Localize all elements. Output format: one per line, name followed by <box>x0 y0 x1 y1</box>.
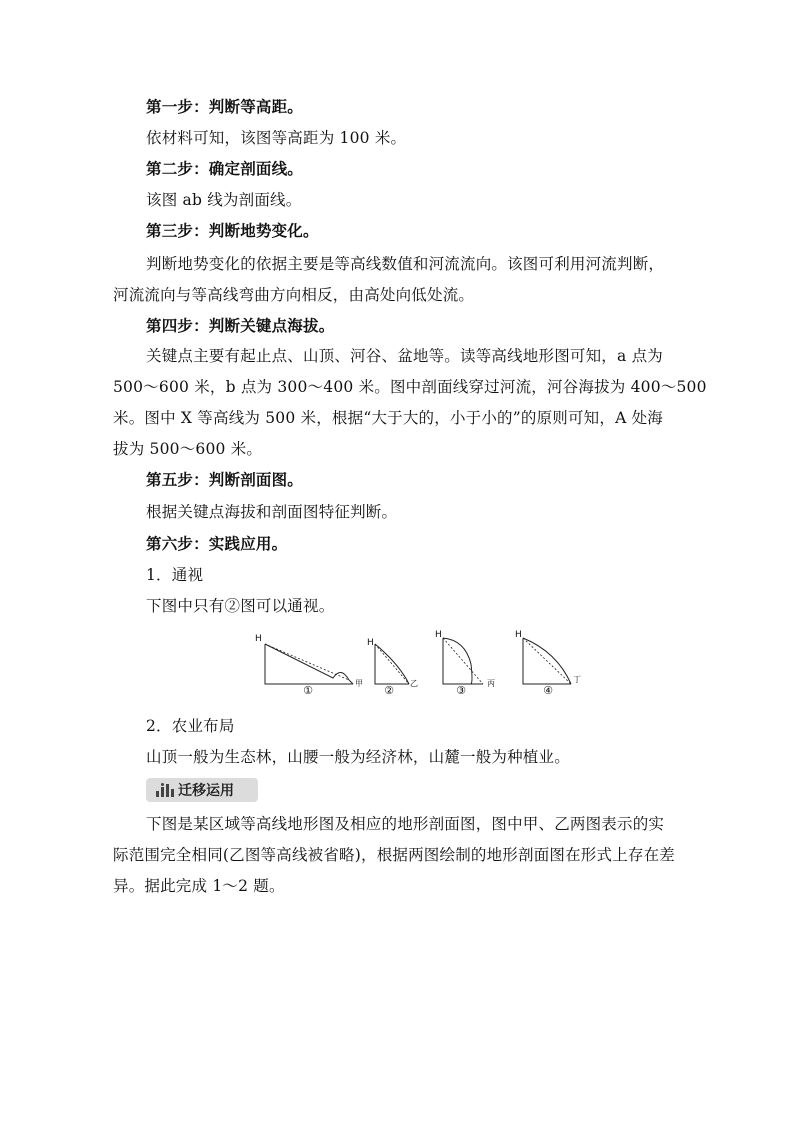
paragraph-line: 下图是某区域等高线地形图及相应的地形剖面图，图中甲、乙两图表示的实 <box>146 815 665 833</box>
figure-caption: ③ <box>456 684 466 697</box>
paragraph-line: 判断地势变化的依据主要是等高线数值和河流流向。该图可利用河流判断， <box>146 255 665 273</box>
figure-end-label: 丁 <box>573 675 581 684</box>
paragraph-line: 关键点主要有起止点、山顶、河谷、盆地等。读等高线地形图可知，a 点为 <box>146 347 663 365</box>
profile-figure-1 <box>253 630 363 700</box>
transfer-practice-badge <box>146 778 258 802</box>
bar-chart-icon <box>156 783 174 797</box>
step-3-heading: 第三步：判断地势变化。 <box>146 221 319 240</box>
paragraph-line: 河流流向与等高线弯曲方向相反，由高处向低处流。 <box>113 286 475 304</box>
paragraph-line: 根据关键点海拔和剖面图特征判断。 <box>146 503 398 521</box>
step-1-heading: 第一步：判断等高距。 <box>146 97 304 116</box>
profile-figures <box>253 630 583 700</box>
figure-caption: ④ <box>543 684 553 697</box>
figure-end-label: 丙 <box>487 679 495 688</box>
step-4-heading: 第四步：判断关键点海拔。 <box>146 316 335 335</box>
profile-figure-3 <box>431 630 495 700</box>
figure-h-label: H <box>435 630 442 640</box>
paragraph-line: 下图中只有②图可以通视。 <box>146 597 335 615</box>
paragraph-line: 依材料可知，该图等高距为 100 米。 <box>146 129 407 147</box>
figure-caption: ① <box>303 684 313 697</box>
profile-figure-2 <box>363 630 418 700</box>
paragraph-line: 山顶一般为生态林，山腰一般为经济林，山麓一般为种植业。 <box>146 748 570 766</box>
paragraph-line: 拔为 500～600 米。 <box>113 440 263 458</box>
paragraph-line: 500～600 米，b 点为 300～400 米。图中剖面线穿过河流，河谷海拔为 400～500 <box>113 378 707 396</box>
step-2-heading: 第二步：确定剖面线。 <box>146 159 304 178</box>
figure-h-label: H <box>367 638 374 648</box>
profile-figure-4 <box>511 630 581 700</box>
step-5-heading: 第五步：判断剖面图。 <box>146 470 304 489</box>
figure-h-label: H <box>515 630 522 640</box>
figure-caption: ② <box>384 684 394 697</box>
figure-end-label: 乙 <box>410 679 418 688</box>
paragraph-line: 际范围完全相同(乙图等高线被省略)，根据两图绘制的地形剖面图在形式上存在差 <box>113 846 675 864</box>
figure-h-label: H <box>255 634 262 644</box>
paragraph-line: 米。图中 X 等高线为 500 米，根据“大于大的，小于小的”的原则可知，A 处海 <box>113 409 663 427</box>
paragraph-line: 异。据此完成 1～2 题。 <box>113 877 285 895</box>
step-6-heading: 第六步：实践应用。 <box>146 534 288 553</box>
section-heading-agriculture: 2．农业布局 <box>146 717 235 735</box>
section-heading-visibility: 1．通视 <box>146 566 204 584</box>
badge-label: 迁移运用 <box>178 783 234 799</box>
profile-diagram-1 <box>253 630 358 690</box>
figure-end-label: 甲 <box>355 679 363 688</box>
paragraph-line: 该图 ab 线为剖面线。 <box>146 191 302 209</box>
